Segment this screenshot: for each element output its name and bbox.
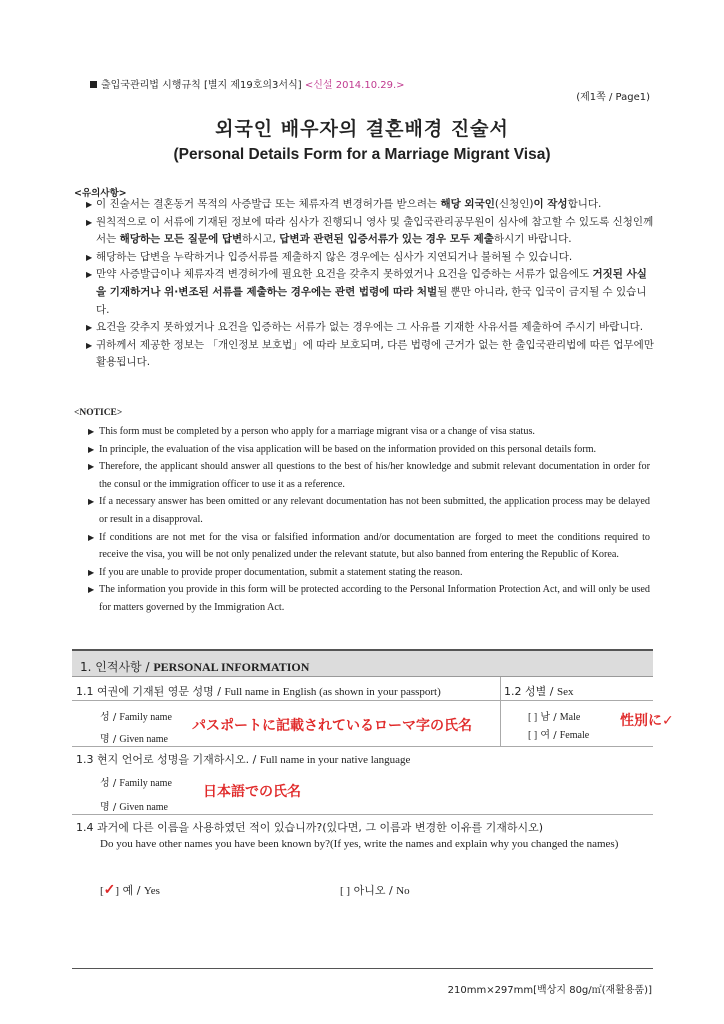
notice-en-item: ▶ This form must be completed by a person who apply for a marriage migrant visa or a change of visa status. (88, 423, 650, 441)
notice-ko-heading: <유의사항> (74, 188, 127, 199)
male-checkbox[interactable]: [ ] 남 / Male (528, 712, 581, 723)
notice-en-item: ▶ If conditions are not met for the visa or falsified information and/or documentation are forged to meet the conditions required to receive the visa, you will be not only penalized under the relevant statute, but also banned from entering the Republic of Korea. (88, 529, 650, 564)
native-family-name-label: 성 / Family name (100, 778, 172, 789)
other-names-no-checkbox[interactable]: [ ] 아니오 / No (340, 884, 410, 897)
notice-ko-item: ▶ 원칙적으로 이 서류에 기재된 정보에 따라 심사가 진행되니 영사 및 출입국관리공무원이 심사에 참고할 수 있도록 신청인께서는 해당하는 모든 질문에 답변하시고, 답변과 관련된 입증서류가 있는 경우 모두 제출하시기 바랍니다. (86, 215, 654, 246)
notice-en-item: ▶ Therefore, the applicant should answer all questions to the best of his/her knowledge and submit relevant documentation in order for the consul or the immigration officer to use it as a reference. (88, 458, 650, 493)
divider (72, 814, 653, 815)
triangle-bullet-icon: ▶ (88, 444, 95, 454)
paper-spec: 210mm×297mm[백상지 80g/㎡(재활용품)] (447, 985, 652, 996)
annotation-sex: 性別に✓ (620, 713, 674, 729)
question-1-4-english: Do you have other names you have been known by?(If yes, write the names and explain why you changed the names) (100, 838, 619, 850)
triangle-bullet-icon: ▶ (88, 585, 95, 595)
triangle-bullet-icon: ▶ (88, 462, 95, 472)
divider (500, 677, 501, 746)
notice-ko-item: ▶ 해당하는 답변을 누락하거나 입증서류를 제출하지 않은 경우에는 심사가 지연되거나 불허될 수 있습니다. (86, 249, 656, 267)
question-1-3: 1.3 현지 언어로 성명을 기재하시오. / Full name in your native language (76, 753, 411, 766)
form-reference: 출입국관리법 시행규칙 [별지 제19호의3서식] <신설 2014.10.29.> (90, 76, 405, 91)
page-number: (제1쪽 / Page1) (576, 92, 650, 103)
notice-ko-item: ▶ 요건을 갖추지 못하였거나 요건을 입증하는 서류가 없는 경우에는 그 사유를 기재한 사유서를 제출하여 주시기 바랍니다. (86, 319, 656, 337)
triangle-bullet-icon: ▶ (86, 323, 93, 333)
annotation-native-name: 日本語での氏名 (203, 784, 301, 800)
triangle-bullet-icon: ▶ (86, 217, 93, 227)
female-checkbox[interactable]: [ ] 여 / Female (528, 730, 590, 741)
notice-en-item: ▶ The information you provide in this form will be protected according to the Personal Information Protection Act, and will only be used for matters governed by the Immigration Act. (88, 581, 650, 616)
question-1-2: 1.2 성별 / Sex (504, 685, 574, 698)
notice-en-item: ▶ In principle, the evaluation of the visa application will be based on the information provided on this personal details form. (88, 441, 650, 459)
notice-ko-item: ▶ 귀하께서 제공한 정보는 「개인정보 보호법」에 따라 보호되며, 다른 법령에 근거가 없는 한 출입국관리법에 따른 업무에만 활용됩니다. (86, 338, 654, 369)
check-mark-icon: ✓ (103, 883, 116, 898)
native-given-name-label: 명 / Given name (100, 802, 168, 813)
page-title: 외국인 배우자의 결혼배경 진술서 (215, 118, 509, 140)
new-tag: <신설 2014.10.29.> (304, 80, 405, 91)
triangle-bullet-icon: ▶ (88, 497, 95, 507)
notice-en-item: ▶ If you are unable to provide proper documentation, submit a statement stating the reason. (88, 564, 650, 582)
notice-en-list (88, 423, 650, 617)
divider (72, 746, 653, 747)
question-1-4: 1.4 과거에 다른 이름을 사용하였던 적이 있습니까?(있다면, 그 이름과 변경한 이유를 기재하시오) (76, 821, 544, 834)
section-personal-information: 1. 인적사항 / PERSONAL INFORMATION (72, 649, 653, 677)
divider (72, 700, 653, 701)
notice-ko-item: ▶ 만약 사증발급이나 체류자격 변경허가에 필요한 요건을 갖추지 못하였거나 요건을 입증하는 서류가 없음에도 거짓된 사실을 기재하거나 위·변조된 서류를 제출하는 경우에는 관련 법령에 따라 처벌될 뿐만 아니라, 한국 입국이 금지될 수 있습니다. (86, 268, 647, 316)
triangle-bullet-icon: ▶ (86, 252, 93, 262)
given-name-label: 명 / Given name (100, 734, 168, 745)
family-name-label: 성 / Family name (100, 712, 172, 723)
triangle-bullet-icon: ▶ (86, 270, 93, 280)
page-subtitle: (Personal Details Form for a Marriage Migrant Visa) (173, 146, 551, 163)
triangle-bullet-icon: ▶ (86, 340, 93, 350)
triangle-bullet-icon: ▶ (88, 427, 95, 436)
triangle-bullet-icon: ▶ (88, 567, 95, 577)
notice-ko-item: ▶ 이 진술서는 결혼동거 목적의 사증발급 또는 체류자격 변경허가를 받으려는 해당 외국인(신청인)이 작성합니다. (86, 196, 656, 214)
notice-ko-list (86, 196, 656, 372)
square-bullet-icon (90, 81, 97, 88)
other-names-yes-checkbox[interactable]: [✓] 예 / Yes (100, 883, 160, 898)
triangle-bullet-icon: ▶ (86, 200, 93, 209)
notice-en-heading: <NOTICE> (74, 408, 123, 418)
question-1-1: 1.1 여권에 기재된 영문 성명 / Full name in English (as shown in your passport) (76, 685, 441, 698)
divider (72, 968, 653, 969)
notice-en-item: ▶ If a necessary answer has been omitted or any relevant documentation has not been submitted, the application process may be delayed or result in a disapproval. (88, 493, 650, 528)
triangle-bullet-icon: ▶ (88, 532, 95, 542)
annotation-romaji-name: パスポートに記載されているローマ字の氏名 (192, 718, 472, 734)
